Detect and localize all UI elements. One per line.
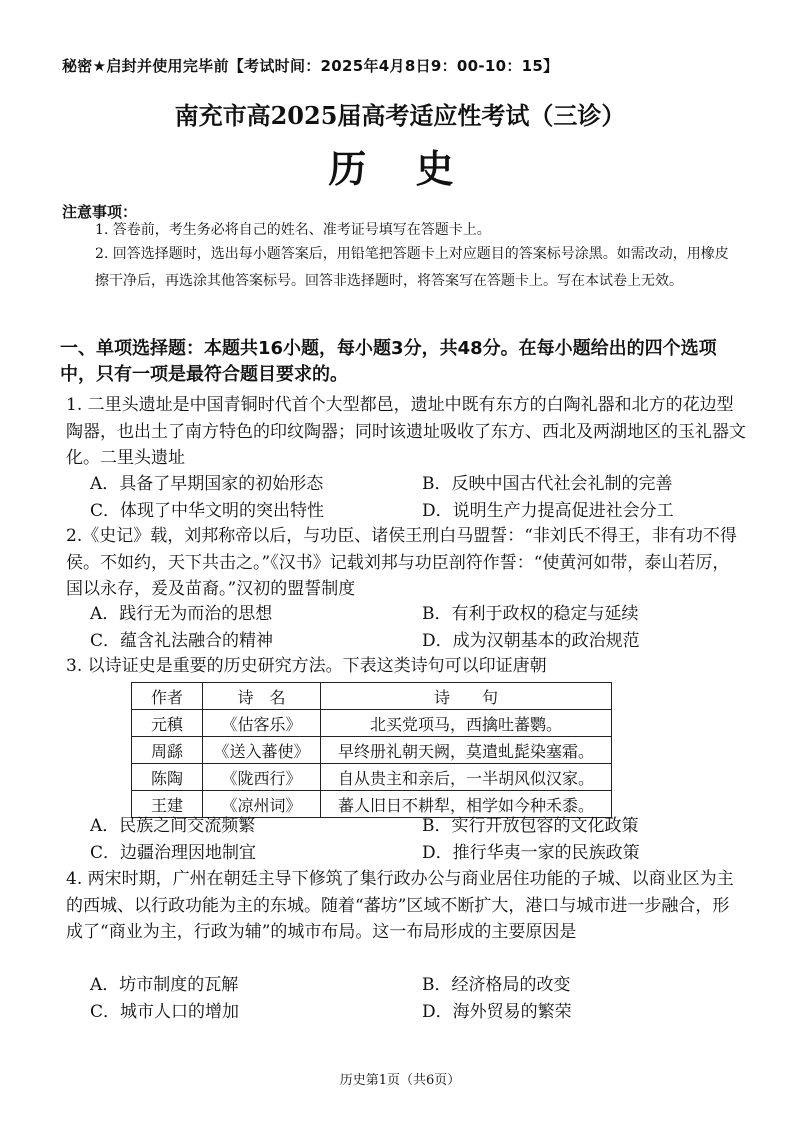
table-cell-title: 《凉州词》: [203, 791, 321, 818]
table-cell-title: 《估客乐》: [203, 710, 321, 737]
q2-option-c: C．蕴含礼法融合的精神: [90, 630, 274, 651]
exam-title: 南充市高2025届高考适应性考试（三诊）: [174, 101, 626, 130]
table-header: 作者: [132, 683, 203, 710]
question-2-stem: 2.《史记》载，刘邦称帝以后，与功臣、诸侯王刑白马盟誓：“非刘氏不得王，非有功不得侯。不如约，天下共击之。”《汉书》记载刘邦与功臣剖符作誓：“使黄河如带，泰山若厉，国以永存，爰及苗裔。”汉初的盟誓制度: [66, 526, 737, 599]
table-cell-verse: 蕃人旧日不耕犁，相学如今种禾黍。: [321, 791, 612, 818]
q2-option-a: A．践行无为而治的思想: [90, 604, 273, 624]
table-row: [132, 737, 612, 764]
q3-option-b: B．实行开放包容的文化政策: [422, 816, 639, 836]
q3-option-a: A．民族之间交流频繁: [90, 816, 256, 836]
table-row: [132, 710, 612, 737]
subject-title: 历 史: [328, 146, 472, 191]
table-header: 诗 句: [321, 683, 612, 710]
question-3-options: [90, 813, 740, 866]
q4-option-a: A．坊市制度的瓦解: [90, 975, 239, 995]
q4-option-d: D．海外贸易的繁荣: [422, 1001, 572, 1022]
question-1-options: [90, 471, 740, 524]
question-4-stem: 4. 两宋时期，广州在朝廷主导下修筑了集行政办公与商业居住功能的子城、以商业区为主的西城、以行政功能为主的东城。随着“蕃坊”区域不断扩大，港口与城市进一步融合，形成了“商业为主，行政为辅”的城市布局。这一布局形成的主要原因是: [66, 869, 734, 942]
q2-option-b: B．有利于政权的稳定与延续: [422, 604, 639, 624]
table-row: [132, 764, 612, 791]
notice-item-1: 1. 答卷前，考生务必将自己的姓名、准考证号填写在答题卡上。: [95, 222, 491, 238]
table-cell-author: 元稹: [132, 710, 203, 737]
question-4-options: [90, 972, 740, 1025]
section-heading: 一、单项选择题：本题共16小题，每小题3分，共48分。在每小题给出的四个选项中，只有一项是最符合题目要求的。: [60, 338, 717, 385]
q1-option-a: A．具备了早期国家的初始形态: [90, 474, 324, 494]
q1-option-b: B．反映中国古代社会礼制的完善: [422, 474, 673, 494]
question-3-stem: 3. 以诗证史是重要的历史研究方法。下表这类诗句可以印证唐朝: [66, 656, 547, 676]
table-cell-title: 《送入蕃使》: [203, 737, 321, 764]
table-cell-verse: 自从贵主和亲后，一半胡风似汉家。: [321, 764, 612, 791]
q4-option-b: B．经济格局的改变: [422, 975, 571, 995]
question-1-stem: 1. 二里头遗址是中国青铜时代首个大型都邑，遗址中既有东方的白陶礼器和北方的花边型陶器，也出土了南方特色的印纹陶器；同时该遗址吸收了东方、西北及两湖地区的玉礼器文化。二里头遗址: [66, 395, 746, 468]
q3-option-d: D．推行华夷一家的民族政策: [422, 842, 640, 863]
poem-table: [131, 682, 612, 818]
q4-option-c: C．城市人口的增加: [90, 1001, 240, 1022]
table-cell-title: 《陇西行》: [203, 764, 321, 791]
q1-option-c: C．体现了中华文明的突出特性: [90, 500, 325, 521]
table-cell-verse: 北买党项马，西擒吐蕃鹦。: [321, 710, 612, 737]
table-cell-author: 周繇: [132, 737, 203, 764]
question-2-options: [90, 601, 740, 654]
table-cell-author: 陈陶: [132, 764, 203, 791]
page-footer: 历史第1页（共6页）: [339, 1073, 461, 1088]
table-header-row: [132, 683, 612, 710]
q3-option-c: C．边疆治理因地制宜: [90, 842, 257, 863]
q1-option-d: D．说明生产力提高促进社会分工: [422, 500, 674, 521]
table-cell-author: 王建: [132, 791, 203, 818]
secret-notice: 秘密★启封并使用完毕前【考试时间：2025年4月8日9：00-10：15】: [62, 57, 559, 75]
q2-option-d: D．成为汉朝基本的政治规范: [422, 630, 640, 651]
notice-heading: 注意事项：: [62, 203, 138, 221]
table-header: 诗 名: [203, 683, 321, 710]
notice-item-2: 2. 回答选择题时，选出每小题答案后，用铅笔把答题卡上对应题目的答案标号涂黑。如需改动，用橡皮擦干净后，再选涂其他答案标号。回答非选择题时，将答案写在答题卡上。写在本试卷上无效。: [95, 246, 729, 289]
table-cell-verse: 早终册礼朝天阙，莫遣虬髭染塞霜。: [321, 737, 612, 764]
